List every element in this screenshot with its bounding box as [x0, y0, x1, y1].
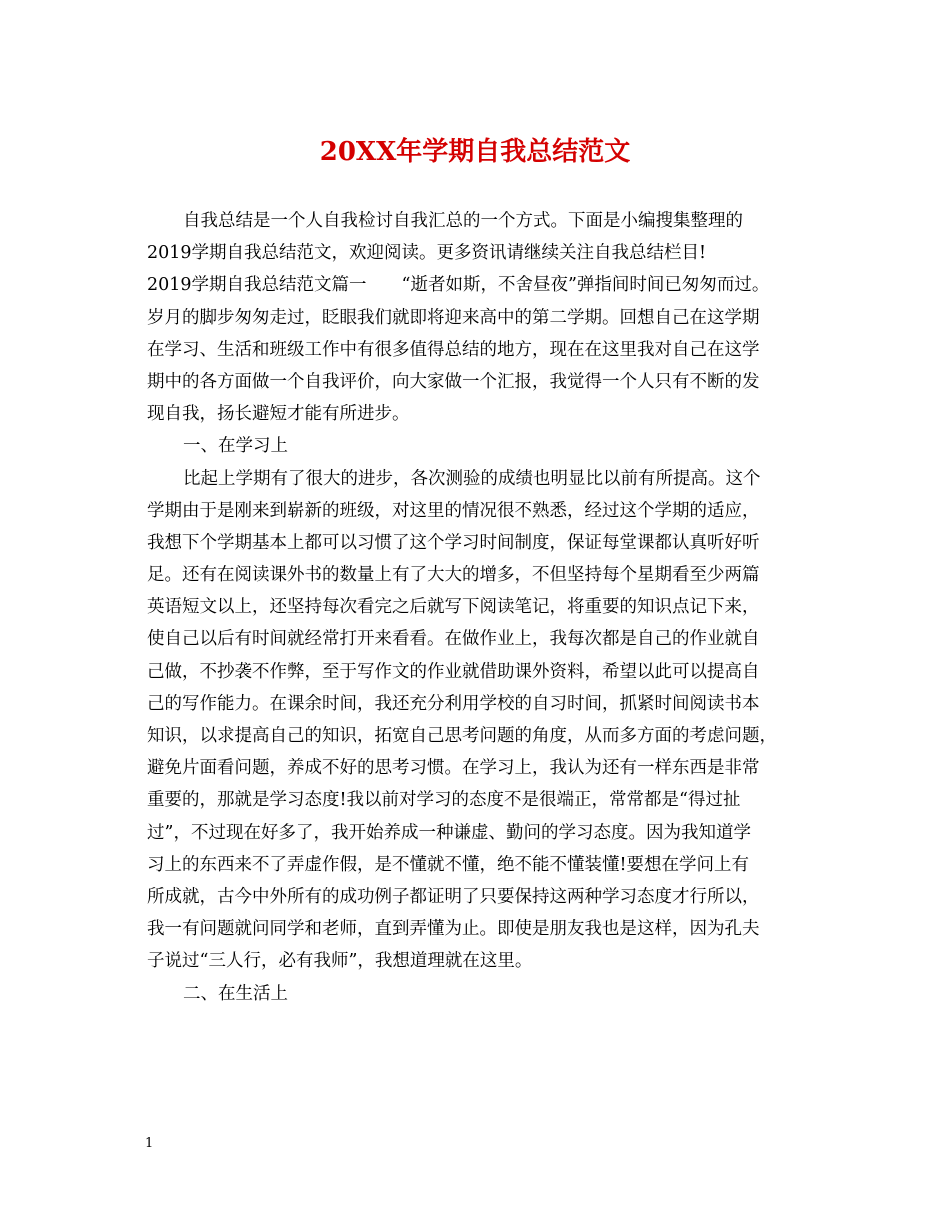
paragraph-line: 所成就，古今中外所有的成功例子都证明了只要保持这两种学习态度才行所以， — [147, 886, 760, 907]
section-heading: 二、在生活上 — [183, 983, 288, 1004]
paragraph-line: 重要的，那就是学习态度!我以前对学习的态度不是很端正，常常都是“得过扯 — [147, 790, 741, 811]
paragraph-line: 子说过“三人行，必有我师”，我想道理就在这里。 — [147, 951, 533, 972]
paragraph-line: 足。还有在阅读课外书的数量上有了大大的增多，不但坚持每个星期看至少两篇 — [147, 565, 760, 586]
paragraph-line: 知识，以求提高自己的知识，拓宽自己思考问题的角度，从而多方面的考虑问题， — [147, 726, 777, 746]
paragraph-line: 比起上学期有了很大的进步，各次测验的成绩也明显比以前有所提高。这个 — [183, 468, 761, 489]
paragraph-line: 学期由于是刚来到崭新的班级，对这里的情况很不熟悉，经过这个学期的适应， — [147, 500, 760, 521]
paragraph-line: 使自己以后有时间就经常打开来看看。在做作业上，我每次都是自己的作业就自 — [147, 629, 760, 650]
paragraph-line: 避免片面看问题，养成不好的思考习惯。在学习上，我认为还有一样东西是非常 — [147, 758, 760, 779]
document-body — [147, 205, 812, 1010]
paragraph-line: 期中的各方面做一个自我评价，向大家做一个汇报，我觉得一个人只有不断的发 — [147, 371, 760, 392]
section-heading: 一、在学习上 — [183, 436, 288, 457]
paragraph-line: 自我总结是一个人自我检讨自我汇总的一个方式。下面是小编搜集整理的 — [183, 211, 743, 231]
paragraph-line: 我一有问题就问同学和老师，直到弄懂为止。即使是朋友我也是这样，因为孔夫 — [147, 919, 760, 940]
page-number: 1 — [145, 1136, 154, 1151]
paragraph-line: 现自我，扬长避短才能有所进步。 — [147, 404, 410, 425]
paragraph-line: 过”，不过现在好多了，我开始养成一种谦虚、勤问的学习态度。因为我知道学 — [147, 822, 751, 843]
paragraph-line: 我想下个学期基本上都可以习惯了这个学习时间制度，保证每堂课都认真听好听 — [147, 532, 760, 553]
paragraph-line: 己的写作能力。在课余时间，我还充分利用学校的自习时间，抓紧时间阅读书本 — [147, 693, 760, 714]
paragraph-line: 己做，不抄袭不作弊，至于写作文的作业就借助课外资料，希望以此可以提高自 — [147, 661, 760, 682]
paragraph-line: 在学习、生活和班级工作中有很多值得总结的地方，现在在这里我对自己在这学 — [147, 339, 760, 360]
paragraph-line: 英语短文以上，还坚持每次看完之后就写下阅读笔记，将重要的知识点记下来， — [147, 597, 760, 618]
paragraph-line: 习上的东西来不了弄虚作假，是不懂就不懂，绝不能不懂装懂!要想在学问上有 — [147, 854, 750, 875]
paragraph-line: 岁月的脚步匆匆走过，眨眼我们就即将迎来高中的第二学期。回想自己在这学期 — [147, 307, 760, 328]
paragraph-line: 2019学期自我总结范文篇一 “逝者如斯，不舍昼夜”弹指间时间已匆匆而过。 — [147, 275, 770, 296]
paragraph-line: 2019学期自我总结范文，欢迎阅读。更多资讯请继续关注自我总结栏目! — [147, 243, 707, 264]
document-title: 20XX年学期自我总结范文 — [319, 137, 631, 167]
